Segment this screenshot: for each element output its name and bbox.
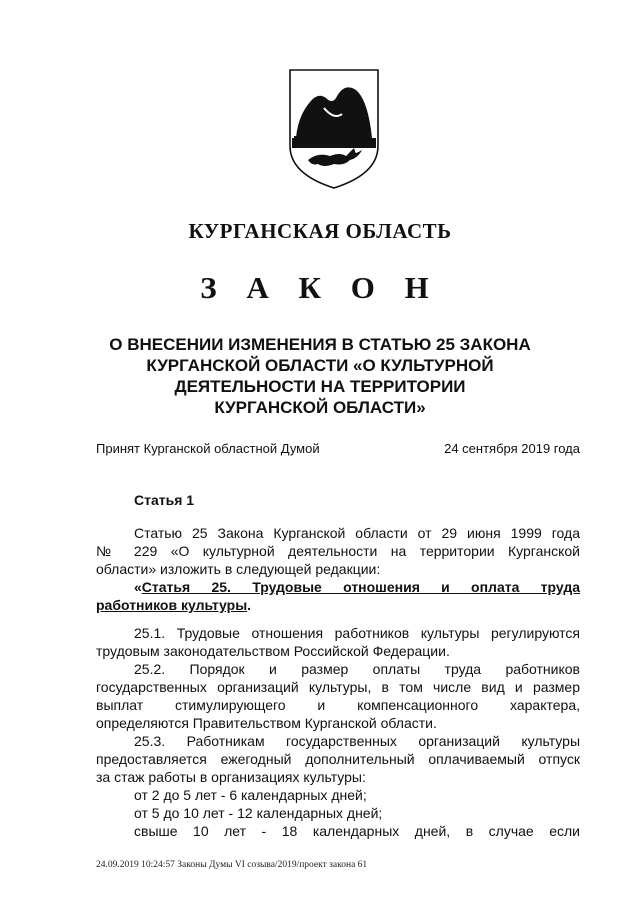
new-article-heading-line: [96, 596, 580, 614]
law-title-line: ДЕЯТЕЛЬНОСТИ НА ТЕРРИТОРИИ: [174, 377, 466, 396]
body-line: области» изложить в следующей редакции:: [96, 561, 381, 577]
law-title-line: О ВНЕСЕНИИ ИЗМЕНЕНИЯ В СТАТЬЮ 25 ЗАКОНА: [109, 335, 531, 354]
body-line: 25.2. Порядок и размер оплаты труда работников: [134, 661, 580, 677]
body-line: свыше 10 лет - 18 календарных дней, в случае если: [134, 823, 580, 839]
coat-of-arms-icon: [284, 68, 384, 190]
body-line: выплат стимулирующего и компенсационного характера,: [96, 697, 580, 713]
heading-end: .: [247, 597, 252, 613]
region-name: КУРГАНСКАЯ ОБЛАСТЬ: [188, 219, 452, 243]
article-heading: Статья 1: [134, 492, 195, 508]
article-body: [96, 524, 580, 840]
body-line: 25.3. Работникам государственных организаций культуры: [134, 733, 580, 749]
body-line: трудовым законодательством Российской Федерации.: [96, 643, 450, 659]
body-line: государственных организаций культуры, в том числе вид и размер: [96, 679, 580, 695]
body-line: определяются Правительством Курганской области.: [96, 715, 437, 731]
body-line: № 229 «О культурной деятельности на территории Курганской: [96, 543, 580, 559]
adopted-by: Принят Курганской областной Думой: [96, 441, 320, 456]
adoption-date: 24 сентября 2019 года: [444, 441, 580, 456]
body-line: за стаж работы в организациях культуры:: [96, 769, 366, 785]
list-item: от 2 до 5 лет - 6 календарных дней;: [134, 787, 367, 803]
document-type: З А К О Н: [200, 270, 440, 305]
new-article-heading: Статья 25. Трудовые отношения и оплата труда: [141, 579, 580, 595]
new-article-heading-cont: работников культуры: [96, 597, 248, 613]
law-title: [100, 334, 540, 418]
adoption-row: [96, 441, 580, 456]
list-item: от 5 до 10 лет - 12 календарных дней;: [134, 805, 383, 821]
quote-open: «: [134, 579, 142, 595]
body-line: предоставляется ежегодный дополнительный оплачиваемый отпуск: [96, 751, 580, 767]
body-line: 25.1. Трудовые отношения работников культуры регулируются: [134, 625, 580, 641]
footer-stamp: 24.09.2019 10:24:57 Законы Думы VI созыва/2019/проект закона 61: [96, 860, 368, 870]
law-title-line: КУРГАНСКОЙ ОБЛАСТИ «О КУЛЬТУРНОЙ: [146, 356, 494, 375]
law-title-line: КУРГАНСКОЙ ОБЛАСТИ»: [214, 398, 426, 417]
body-line: Статью 25 Закона Курганской области от 29 июня 1999 года: [134, 525, 580, 541]
new-article-heading-line: [96, 578, 580, 596]
